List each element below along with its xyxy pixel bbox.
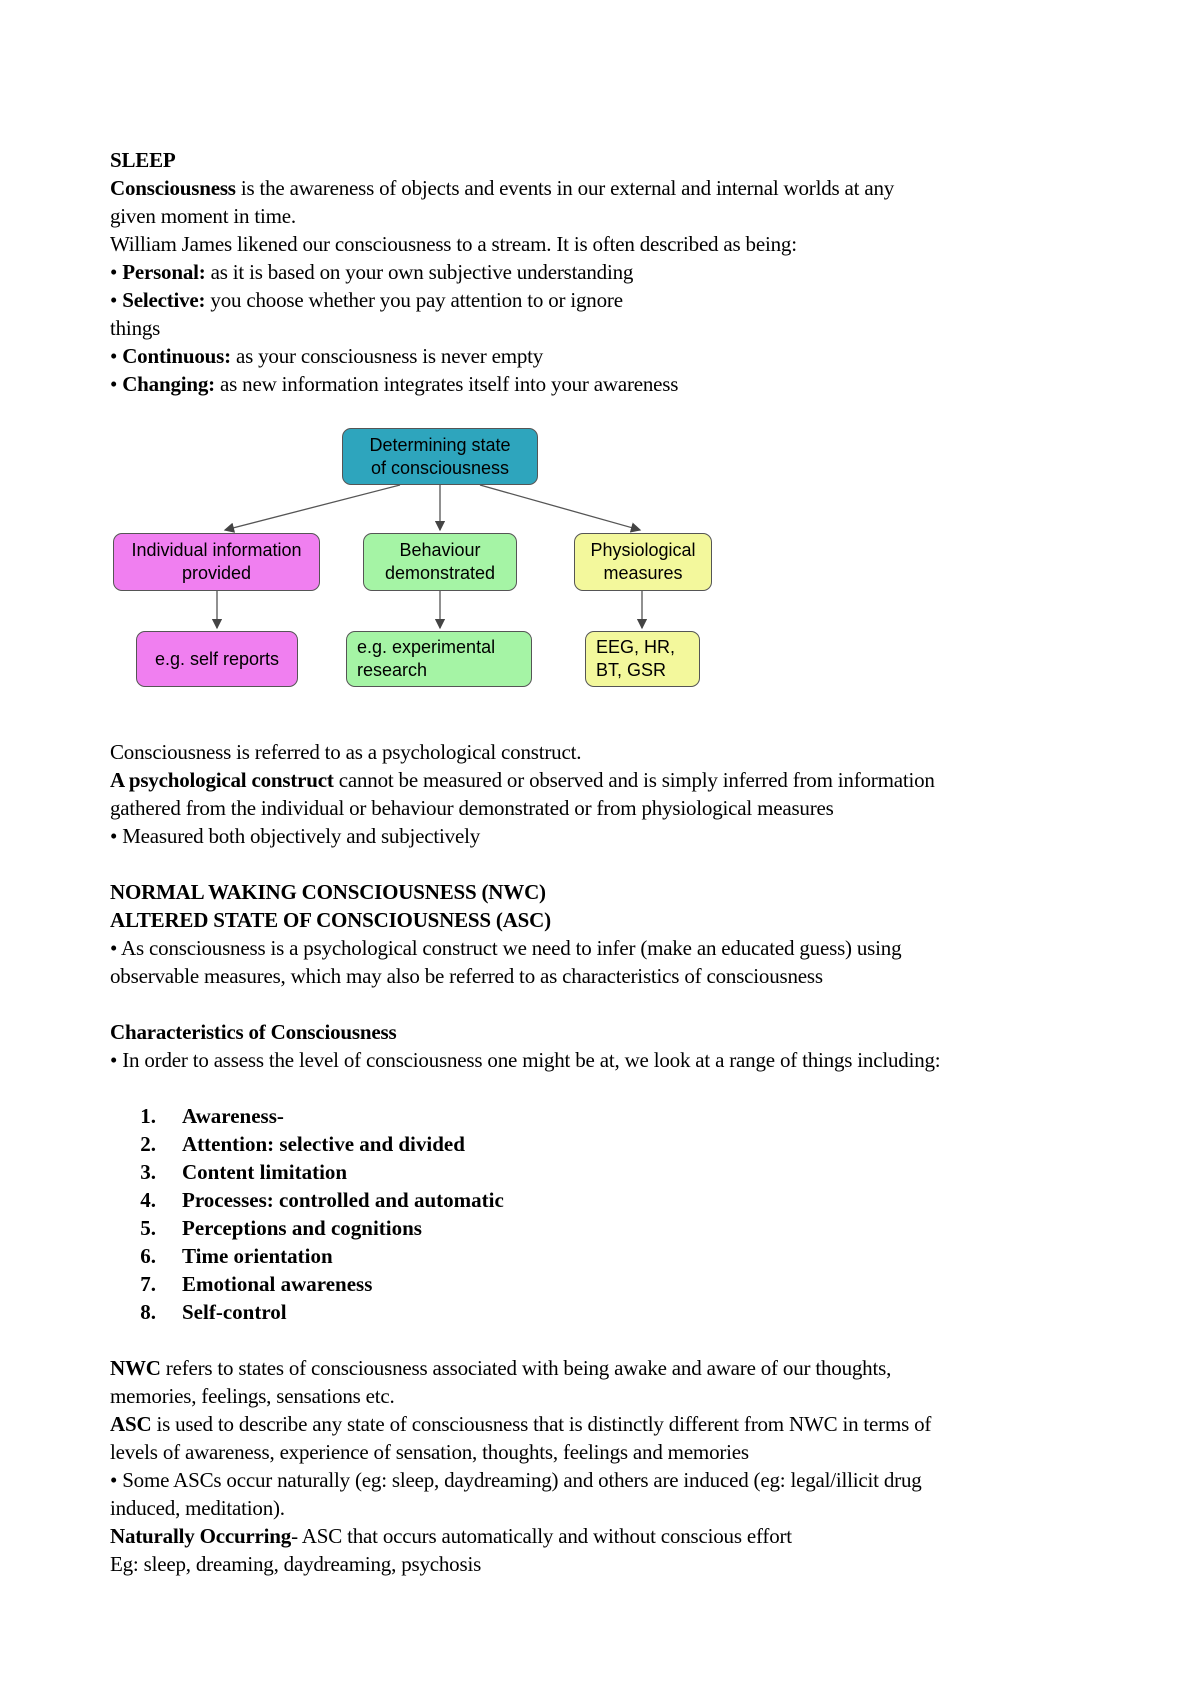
list-text: Time orientation: [182, 1244, 333, 1268]
asc-occur-continued: induced, meditation).: [110, 1496, 285, 1520]
list-number: 5.: [140, 1216, 156, 1240]
list-number: 6.: [140, 1244, 156, 1268]
bullet-mark: •: [110, 1048, 118, 1072]
bullet-text: you choose whether you pay attention to or ignore: [205, 288, 623, 312]
list-item: [110, 1270, 1110, 1298]
bullet-mark: •: [110, 1468, 118, 1492]
bullet-personal: [110, 258, 1110, 286]
characteristics-heading: Characteristics of Consciousness: [110, 1020, 397, 1044]
bullet-text: Some ASCs occur naturally (eg: sleep, daydreaming) and others are induced (eg: legal/illicit drug: [117, 1468, 922, 1492]
consciousness-definition: [110, 174, 1110, 202]
diagram-leaf-self-reports: e.g. self reports: [136, 631, 298, 687]
diagram-node-physiological: Physiological measures: [574, 533, 712, 591]
nwc-continued: memories, feelings, sensations etc.: [110, 1384, 395, 1408]
bullet-continuous: [110, 342, 1110, 370]
definition-continued: given moment in time.: [110, 204, 296, 228]
asc-continued: levels of awareness, experience of sensation, thoughts, feelings and memories: [110, 1440, 749, 1464]
bullet-label: Personal:: [122, 260, 206, 284]
nwc-text: refers to states of consciousness associated with being awake and aware of our thoughts,: [160, 1356, 892, 1380]
nwc-definition: [110, 1354, 1110, 1382]
bullet-text: as your consciousness is never empty: [230, 344, 544, 368]
list-item: [110, 1186, 1110, 1214]
diagram-node-individual: Individual information provided: [113, 533, 320, 591]
characteristics-bullet: [110, 1046, 1110, 1074]
construct-text: cannot be measured or observed and is simply inferred from information: [333, 768, 935, 792]
list-item: [110, 1298, 1110, 1326]
diagram-node-behaviour: Behaviour demonstrated: [363, 533, 517, 591]
bullet-text: as new information integrates itself into your awareness: [214, 372, 679, 396]
list-text: Attention: selective and divided: [182, 1132, 465, 1156]
asc-definition: [110, 1410, 1110, 1438]
bullet-selective: [110, 286, 1110, 314]
term-naturally-occurring: Naturally Occurring: [110, 1524, 292, 1548]
characteristics-list: [110, 1102, 1110, 1326]
spacer: [110, 850, 1110, 878]
connector-root-to-physiological: [480, 485, 640, 530]
bullet-text: In order to assess the level of consciousness one might be at, we look at a range of things including:: [117, 1048, 941, 1072]
list-item: [110, 1214, 1110, 1242]
diagram-root-node: Determining state of consciousness: [342, 428, 538, 485]
diagram-leaf-research: e.g. experimental research: [346, 631, 532, 687]
bullet-mark: •: [110, 288, 118, 312]
construct-continued: gathered from the individual or behaviour demonstrated or from physiological measures: [110, 796, 834, 820]
bullet-label: Selective:: [122, 288, 206, 312]
list-number: 2.: [140, 1132, 156, 1156]
term-consciousness: Consciousness: [110, 176, 236, 200]
list-text: Content limitation: [182, 1160, 348, 1184]
list-text: Awareness-: [182, 1104, 284, 1128]
spacer: [110, 1074, 1110, 1102]
asc-occur-bullet: [110, 1466, 1110, 1494]
asc-heading: ALTERED STATE OF CONSCIOUSNESS (ASC): [110, 908, 551, 932]
bullet-selective-continued: things: [110, 316, 161, 340]
list-text: Processes: controlled and automatic: [182, 1188, 504, 1212]
asc-bullet-continued: observable measures, which may also be referred to as characteristics of consciousness: [110, 964, 823, 988]
spacer: [110, 990, 1110, 1018]
connector-root-to-individual: [225, 485, 400, 530]
nwc-heading: NORMAL WAKING CONSCIOUSNESS (NWC): [110, 880, 546, 904]
bullet-mark: •: [110, 372, 118, 396]
examples-line: Eg: sleep, dreaming, daydreaming, psychosis: [110, 1552, 482, 1576]
list-text: Emotional awareness: [182, 1272, 373, 1296]
bullet-label: Continuous:: [122, 344, 231, 368]
definition-text: is the awareness of objects and events in our external and internal worlds at any: [235, 176, 895, 200]
list-number: 1.: [140, 1104, 156, 1128]
diagram-leaf-eeg: EEG, HR, BT, GSR: [585, 631, 700, 687]
list-item: [110, 1158, 1110, 1186]
term-nwc: NWC: [110, 1356, 161, 1380]
bullet-mark: •: [110, 824, 118, 848]
naturally-occurring-line: [110, 1522, 1110, 1550]
list-item: [110, 1242, 1110, 1270]
document-page: [110, 146, 1110, 1578]
bullet-text: Measured both objectively and subjectively: [117, 824, 481, 848]
list-text: Self-control: [182, 1300, 287, 1324]
construct-bullet: [110, 822, 1110, 850]
bullet-text: As consciousness is a psychological construct we need to infer (make an educated guess) using: [117, 936, 902, 960]
bullet-label: Changing:: [122, 372, 215, 396]
doc-title: SLEEP: [110, 148, 176, 172]
spacer: [110, 1326, 1110, 1354]
term-psychological-construct: A psychological construct: [110, 768, 334, 792]
list-text: Perceptions and cognitions: [182, 1216, 422, 1240]
asc-text: is used to describe any state of consciousness that is distinctly different from NWC in terms of: [151, 1412, 932, 1436]
term-asc: ASC: [110, 1412, 152, 1436]
list-item: [110, 1102, 1110, 1130]
list-number: 3.: [140, 1160, 156, 1184]
bullet-mark: •: [110, 260, 118, 284]
list-number: 7.: [140, 1272, 156, 1296]
asc-bullet: [110, 934, 1110, 962]
construct-definition: [110, 766, 1110, 794]
william-james-line: William James likened our consciousness to a stream. It is often described as being:: [110, 232, 797, 256]
bullet-mark: •: [110, 936, 118, 960]
construct-line: Consciousness is referred to as a psychological construct.: [110, 740, 582, 764]
list-number: 4.: [140, 1188, 156, 1212]
bullet-mark: •: [110, 344, 118, 368]
bullet-text: as it is based on your own subjective understanding: [205, 260, 634, 284]
bullet-changing: [110, 370, 1110, 398]
consciousness-diagram: [110, 428, 730, 698]
list-number: 8.: [140, 1300, 156, 1324]
natural-text: - ASC that occurs automatically and without conscious effort: [291, 1524, 792, 1548]
list-item: [110, 1130, 1110, 1158]
